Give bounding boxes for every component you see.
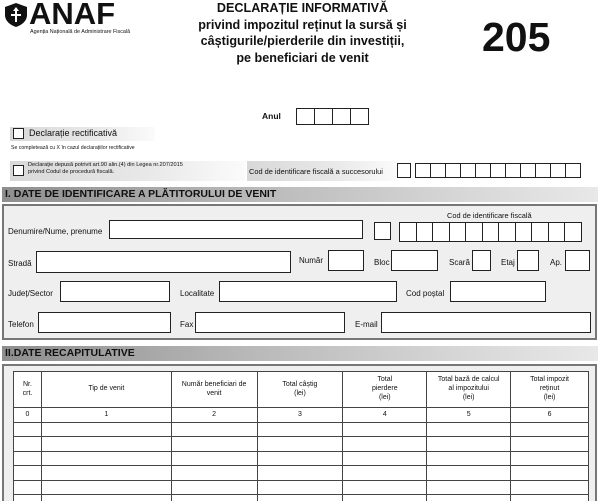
postal-code-label: Cod poștal: [406, 289, 445, 298]
table-row: [14, 466, 589, 481]
table-cell[interactable]: [171, 466, 257, 481]
col-header-tax-base: Total bază de calcul al impozitului (lei): [427, 372, 511, 408]
table-cell[interactable]: [14, 451, 42, 466]
payer-cif-cell[interactable]: [399, 222, 417, 242]
block-input[interactable]: [391, 250, 438, 271]
payer-cif-cell[interactable]: [449, 222, 467, 242]
table-row: [14, 495, 589, 501]
rectificativa-note: Se completează cu X în cazul declarațiilor rectificative: [11, 145, 135, 151]
anaf-emblem-icon: [4, 2, 28, 28]
year-digit-2[interactable]: [314, 108, 333, 125]
apartment-label: Ap.: [550, 258, 563, 267]
block-label: Bloc: [374, 258, 390, 267]
table-cell[interactable]: [257, 451, 343, 466]
payer-cif-cell[interactable]: [498, 222, 516, 242]
phone-input[interactable]: [38, 312, 171, 333]
payer-cif-cell[interactable]: [416, 222, 434, 242]
col-header-tax-withheld: Total impozit reținut (lei): [511, 372, 589, 408]
column-number: 1: [41, 408, 171, 423]
successor-cif-cell[interactable]: [520, 163, 536, 178]
table-cell[interactable]: [343, 451, 427, 466]
rectificativa-checkbox[interactable]: [13, 128, 24, 139]
column-number: 3: [257, 408, 343, 423]
table-cell[interactable]: [257, 466, 343, 481]
table-cell[interactable]: [41, 495, 171, 501]
title-line-3: câștigurile/pierderile din investiții,: [200, 34, 405, 48]
table-cell[interactable]: [41, 451, 171, 466]
table-cell[interactable]: [343, 437, 427, 452]
table-cell[interactable]: [427, 437, 511, 452]
successor-cif-cell[interactable]: [535, 163, 551, 178]
payer-cif-cell[interactable]: [564, 222, 582, 242]
art90-text: [28, 162, 183, 176]
agency-name: Agenția Națională de Administrare Fiscală: [30, 29, 131, 35]
county-label: Județ/Sector: [8, 289, 53, 298]
recap-header-row: [14, 372, 589, 408]
table-row: [14, 480, 589, 495]
col-header-beneficiaries: Număr beneficiari de venit: [171, 372, 257, 408]
table-cell[interactable]: [257, 422, 343, 437]
table-cell[interactable]: [427, 480, 511, 495]
anaf-logo-text: ANAF: [29, 0, 116, 31]
table-row: [14, 422, 589, 437]
table-row: [14, 451, 589, 466]
successor-cif-cell[interactable]: [445, 163, 461, 178]
successor-cif-control-digit[interactable]: [397, 163, 411, 178]
name-label: Denumire/Nume, prenume: [8, 227, 103, 236]
section-2-header: II.DATE RECAPITULATIVE: [2, 346, 598, 361]
successor-cif-cell[interactable]: [460, 163, 476, 178]
year-digit-4[interactable]: [350, 108, 369, 125]
county-input[interactable]: [60, 281, 170, 302]
number-input[interactable]: [328, 250, 364, 271]
table-cell[interactable]: [427, 422, 511, 437]
floor-label: Etaj: [501, 258, 515, 267]
successor-cif-input[interactable]: [415, 163, 581, 178]
col-header-total-loss: Total pierdere (lei): [343, 372, 427, 408]
table-cell[interactable]: [343, 466, 427, 481]
title-line-2: privind impozitul reținut la sursă și: [198, 17, 407, 32]
table-cell[interactable]: [511, 437, 589, 452]
fax-input[interactable]: [195, 312, 345, 333]
table-cell[interactable]: [41, 480, 171, 495]
locality-label: Localitate: [180, 289, 215, 298]
table-cell[interactable]: [14, 480, 42, 495]
year-digit-1[interactable]: [296, 108, 315, 125]
table-cell[interactable]: [257, 480, 343, 495]
table-cell[interactable]: [511, 451, 589, 466]
table-row: [14, 437, 589, 452]
stair-input[interactable]: [472, 250, 491, 271]
payer-cif-input[interactable]: [399, 222, 582, 242]
form-title: [160, 0, 445, 66]
year-input[interactable]: [296, 108, 369, 125]
col-header-total-gain: Total câștig (lei): [257, 372, 343, 408]
phone-label: Telefon: [8, 320, 34, 329]
column-number: 0: [14, 408, 42, 423]
table-cell[interactable]: [257, 437, 343, 452]
table-cell[interactable]: [41, 422, 171, 437]
payer-cif-label: Cod de identificare fiscală: [447, 211, 532, 220]
column-number: 5: [427, 408, 511, 423]
recap-table: [13, 371, 589, 501]
successor-cif-cell[interactable]: [565, 163, 581, 178]
table-cell[interactable]: [511, 466, 589, 481]
payer-cif-control-digit[interactable]: [374, 222, 391, 240]
name-input[interactable]: [109, 220, 363, 239]
postal-code-input[interactable]: [450, 281, 546, 302]
column-number: 2: [171, 408, 257, 423]
col-header-income-type: Tip de venit: [41, 372, 171, 408]
locality-input[interactable]: [219, 281, 397, 302]
table-cell[interactable]: [171, 451, 257, 466]
title-line-1: DECLARAȚIE INFORMATIVĂ: [216, 1, 389, 15]
table-cell[interactable]: [257, 495, 343, 501]
rectificativa-label: Declarație rectificativă: [29, 128, 118, 138]
successor-cif-cell[interactable]: [550, 163, 566, 178]
table-cell[interactable]: [343, 422, 427, 437]
table-cell[interactable]: [343, 495, 427, 501]
table-cell[interactable]: [511, 422, 589, 437]
art90-line-1: Declarație depusă potrivit art.90 alin.(4) din Legea nr.207/2015: [28, 162, 183, 168]
apartment-input[interactable]: [565, 250, 590, 271]
year-digit-3[interactable]: [332, 108, 351, 125]
table-cell[interactable]: [41, 466, 171, 481]
table-cell[interactable]: [41, 437, 171, 452]
street-label: Stradă: [8, 259, 32, 268]
successor-cif-cell[interactable]: [475, 163, 491, 178]
table-cell[interactable]: [427, 451, 511, 466]
table-cell[interactable]: [14, 466, 42, 481]
anaf-logo: [4, 2, 174, 36]
successor-cif-cell[interactable]: [415, 163, 431, 178]
successor-cif-cell[interactable]: [505, 163, 521, 178]
email-input[interactable]: [381, 312, 591, 333]
table-cell[interactable]: [171, 480, 257, 495]
column-number: 4: [343, 408, 427, 423]
street-input[interactable]: [36, 251, 291, 273]
table-cell[interactable]: [14, 422, 42, 437]
payer-cif-cell[interactable]: [531, 222, 549, 242]
floor-input[interactable]: [517, 250, 539, 271]
art90-checkbox[interactable]: [13, 165, 24, 176]
table-cell[interactable]: [14, 495, 42, 501]
year-label: Anul: [262, 111, 281, 121]
email-label: E-mail: [355, 320, 378, 329]
form-number: 205: [482, 14, 551, 60]
payer-cif-cell[interactable]: [515, 222, 533, 242]
fax-label: Fax: [180, 320, 194, 329]
table-cell[interactable]: [343, 480, 427, 495]
successor-cif-label: Cod de identificare fiscală a succesorului: [249, 167, 383, 176]
column-number-row: [14, 408, 589, 423]
table-cell[interactable]: [171, 422, 257, 437]
table-cell[interactable]: [171, 437, 257, 452]
payer-cif-cell[interactable]: [482, 222, 500, 242]
stair-label: Scară: [449, 258, 470, 267]
payer-cif-cell[interactable]: [548, 222, 566, 242]
column-number: 6: [511, 408, 589, 423]
section-1-header: I. DATE DE IDENTIFICARE A PLĂTITORULUI DE VENIT: [2, 187, 598, 202]
title-line-4: pe beneficiari de venit: [236, 50, 369, 65]
table-cell[interactable]: [171, 495, 257, 501]
table-cell[interactable]: [511, 480, 589, 495]
col-header-nr: Nr. crt.: [14, 372, 42, 408]
art90-line-2: privind Codul de procedură fiscală.: [28, 168, 115, 175]
table-cell[interactable]: [427, 495, 511, 501]
successor-cif-cell[interactable]: [490, 163, 506, 178]
table-cell[interactable]: [511, 495, 589, 501]
successor-cif-cell[interactable]: [430, 163, 446, 178]
table-cell[interactable]: [14, 437, 42, 452]
number-label: Număr: [299, 256, 324, 265]
payer-cif-cell[interactable]: [432, 222, 450, 242]
table-cell[interactable]: [427, 466, 511, 481]
payer-cif-cell[interactable]: [465, 222, 483, 242]
